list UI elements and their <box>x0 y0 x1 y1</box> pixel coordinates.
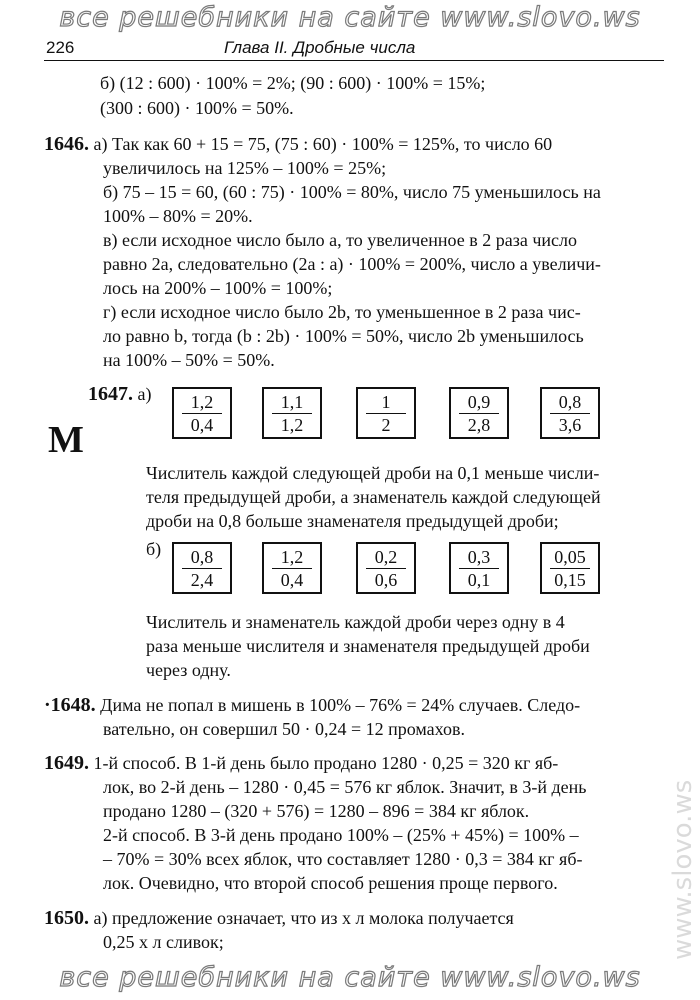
numerator: 0,2 <box>366 547 406 569</box>
text-line <box>146 635 590 657</box>
denominator: 0,4 <box>190 414 214 435</box>
fraction-box <box>262 542 322 594</box>
fraction <box>182 547 222 589</box>
numerator: 1,2 <box>272 547 312 569</box>
denominator: 2,4 <box>190 569 214 590</box>
problem-number: ·1648. <box>44 694 96 716</box>
fraction <box>366 392 406 434</box>
line-text: а) <box>133 384 152 404</box>
text-line <box>103 277 332 299</box>
line-text: увеличилось на 125% – 100% = 25%; <box>103 158 387 178</box>
fraction-box <box>540 387 600 439</box>
denominator: 2,8 <box>467 414 491 435</box>
fraction-box <box>172 542 232 594</box>
line-text: лось на 200% – 100% = 100%; <box>103 278 333 298</box>
text-line <box>103 325 584 347</box>
text-line <box>103 718 465 740</box>
line-text: г) если исходное число было 2b, то уменьшенное в 2 раза чис- <box>103 302 581 322</box>
site-banner-bottom: все решебники на сайте www.slovo.ws <box>59 962 641 993</box>
denominator: 2 <box>381 414 391 435</box>
problem-number: 1650. <box>44 907 89 929</box>
line-text: (300 : 600) · 100% = 50%. <box>100 98 294 118</box>
problem-number: 1649. <box>44 752 89 774</box>
text-line <box>100 97 294 119</box>
text-line <box>103 776 586 798</box>
line-text: Числитель и знаменатель каждой дроби через одну в 4 <box>146 612 565 632</box>
text-line <box>103 157 386 179</box>
numerator: 1,2 <box>182 392 222 414</box>
fraction-box <box>449 387 509 439</box>
page-number: 226 <box>46 38 75 57</box>
text-line <box>103 301 581 323</box>
line-text: 100% – 80% = 20%. <box>103 206 253 226</box>
chapter-title: Глава II. Дробные числа <box>224 38 416 57</box>
numerator: 0,9 <box>459 392 499 414</box>
line-text: в) если исходное число было a, то увеличенное в 2 раза число <box>103 230 577 250</box>
numerator: 0,8 <box>550 392 590 414</box>
line-text: Числитель каждой следующей дроби на 0,1 меньше числи- <box>146 463 600 483</box>
line-text: вательно, он совершил 50 · 0,24 = 12 промахов. <box>103 719 465 739</box>
problem-number: 1646. <box>44 133 89 155</box>
text-line <box>103 205 253 227</box>
fraction <box>550 392 590 434</box>
line-text: через одну. <box>146 660 231 680</box>
fraction-box <box>356 387 416 439</box>
text-line <box>44 694 580 716</box>
text-line <box>146 462 599 484</box>
denominator: 0,4 <box>280 569 304 590</box>
line-text: раза меньше числителя и знаменателя предыдущей дроби <box>146 636 590 656</box>
text-line <box>103 848 582 870</box>
text-line <box>100 72 485 94</box>
text-line <box>103 931 224 953</box>
numerator: 0,3 <box>459 547 499 569</box>
numerator: 0,05 <box>550 547 590 569</box>
text-line <box>103 229 577 251</box>
line-text: а) предложение означает, что из x л молока получается <box>89 908 514 928</box>
text-line <box>103 872 558 894</box>
line-text: ло равно b, тогда (b : 2b) · 100% = 50%, число 2b уменьшилось <box>103 326 584 346</box>
fraction <box>550 547 590 589</box>
text-line <box>146 538 161 560</box>
fraction <box>366 547 406 589</box>
line-text: 2-й способ. В 3-й день продано 100% – (25% + 45%) = 100% – <box>103 825 579 845</box>
text-line <box>44 133 552 155</box>
fraction <box>459 392 499 434</box>
line-text: б) 75 – 15 = 60, (60 : 75) · 100% = 80%, число 75 уменьшилось на <box>103 182 601 202</box>
text-line <box>88 383 151 405</box>
text-line <box>146 611 565 633</box>
line-text: лок. Очевидно, что второй способ решения проще первого. <box>103 873 558 893</box>
numerator: 0,8 <box>182 547 222 569</box>
problem-number: 1647. <box>88 383 133 405</box>
denominator: 0,6 <box>374 569 398 590</box>
text-line <box>44 752 558 774</box>
denominator: 0,15 <box>554 569 586 590</box>
line-text: – 70% = 30% всех яблок, что составляет 1280 · 0,3 = 384 кг яб- <box>103 849 583 869</box>
line-text: б) (12 : 600) · 100% = 2%; (90 : 600) · 100% = 15%; <box>100 73 486 93</box>
fraction <box>272 392 312 434</box>
line-text: Дима не попал в мишень в 100% – 76% = 24% случаев. Следо- <box>95 695 581 715</box>
text-line <box>44 907 514 929</box>
denominator: 0,1 <box>467 569 491 590</box>
fraction-box <box>449 542 509 594</box>
line-text: на 100% – 50% = 50%. <box>103 350 275 370</box>
numerator: 1,1 <box>272 392 312 414</box>
side-watermark: www.slovo.ws <box>668 779 698 960</box>
line-text: лок, во 2-й день – 1280 · 0,45 = 576 кг яблок. Значит, в 3-й день <box>103 777 587 797</box>
text-line <box>146 659 231 681</box>
text-line <box>146 486 601 508</box>
fraction-box <box>262 387 322 439</box>
fraction <box>182 392 222 434</box>
fraction <box>272 547 312 589</box>
fraction-box <box>172 387 232 439</box>
text-line <box>103 349 275 371</box>
text-line <box>103 181 601 203</box>
line-text: дроби на 0,8 больше знаменателя предыдущей дроби; <box>146 511 559 531</box>
line-text: 1-й способ. В 1-й день было продано 1280 · 0,25 = 320 кг яб- <box>89 753 559 773</box>
line-text: а) Так как 60 + 15 = 75, (75 : 60) · 100% = 125%, то число 60 <box>89 134 553 154</box>
page-header <box>44 38 664 61</box>
line-text: б) <box>146 539 162 559</box>
text-line <box>103 824 579 846</box>
line-text: теля предыдущей дроби, а знаменатель каждой следующей <box>146 487 601 507</box>
fraction-box <box>356 542 416 594</box>
numerator: 1 <box>366 392 406 414</box>
denominator: 1,2 <box>280 414 304 435</box>
text-line <box>103 800 529 822</box>
text-line <box>103 253 601 275</box>
line-text: равно 2a, следовательно (2a : a) · 100% = 200%, число a увеличи- <box>103 254 601 274</box>
margin-letter: М <box>48 419 84 461</box>
denominator: 3,6 <box>558 414 582 435</box>
line-text: продано 1280 – (320 + 576) = 1280 – 896 = 384 кг яблок. <box>103 801 530 821</box>
site-banner-top: все решебники на сайте www.slovo.ws <box>59 2 641 33</box>
text-line <box>146 510 559 532</box>
line-text: 0,25 x л сливок; <box>103 932 224 952</box>
fraction-box <box>540 542 600 594</box>
fraction <box>459 547 499 589</box>
